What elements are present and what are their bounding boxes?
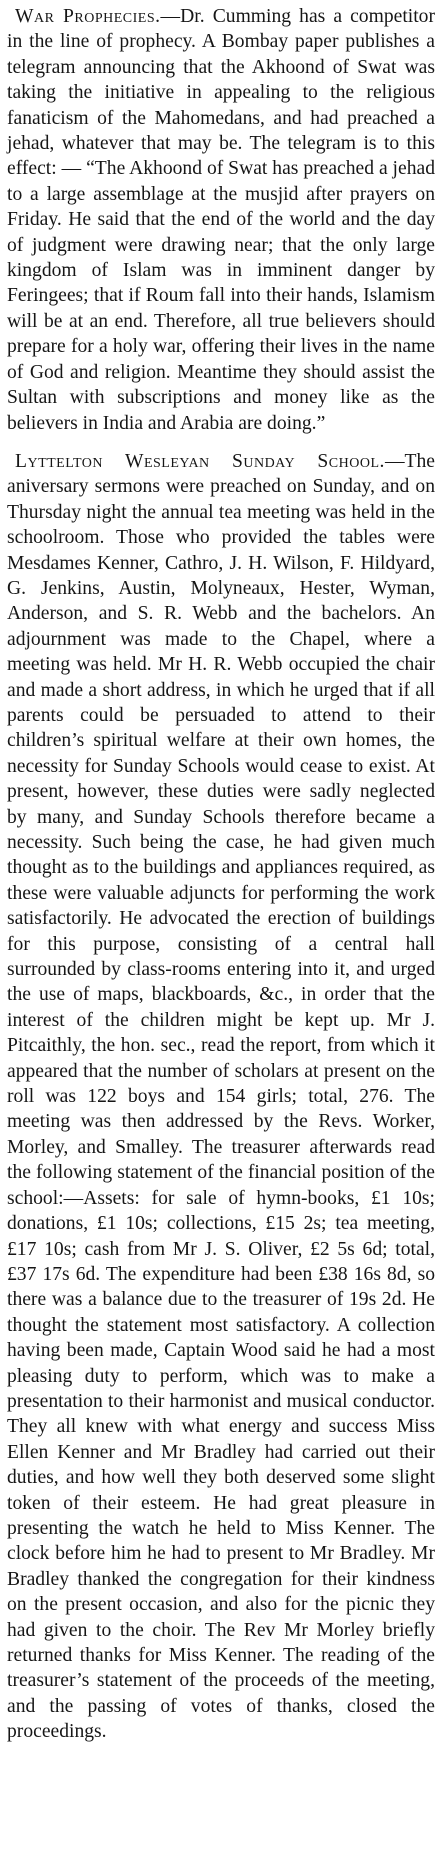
article-paragraph bbox=[7, 449, 435, 1745]
article-war-prophecies bbox=[7, 4, 435, 436]
article-paragraph bbox=[7, 4, 435, 436]
article-heading: War Prophecies. bbox=[15, 6, 161, 27]
article-lyttelton-wesleyan-sunday-school bbox=[7, 449, 435, 1745]
article-body: —The aniversary sermons were preached on Sunday, and on Thursday night the annual tea meeting was held in the schoolroom. Those who provided the tables were Mesdames Kenner, Cathro, J. H. Wilson, F. Hildyard, G. Jenkins, Austin, Molyneaux, Hester, Wyman, Anderson, and S. R. Webb and the bachelors. An adjournment was made to the Chapel, where a meeting was held. Mr H. R. Webb occupied the chair and made a short address, in which he urged that if all parents could be persuaded to attend to their children’s spiritual welfare at their own homes, the necessity for Sunday Schools would cease to exist. At present, however, these duties were sadly neglected by many, and Sunday Schools therefore became a necessity. Such being the case, he had given much thought as to the buildings and appliances required, as these were valuable adjuncts for performing the work satisfactorily. He advocated the erection of buildings for this purpose, consisting of a central hall surrounded by class-rooms entering into it, and urged the use of maps, blackboards, &c., in order that the interest of the children might be kept up. Mr J. Pitcaithly, the hon. sec., read the report, from which it appeared that the number of scholars at present on the roll was 122 boys and 154 girls; total, 276. The meeting was then addressed by the Revs. Worker, Morley, and Smalley. The treasurer afterwards read the following statement of the financial position of the school:—Assets: for sale of hymn-books, £1 10s; donations, £1 10s; collections, £15 2s; tea meeting, £17 10s; cash from Mr J. S. Oliver, £2 5s 6d; total, £37 17s 6d. The expenditure had been £38 16s 8d, so there was a balance due to the treasurer of 19s 2d. He thought the statement most satisfactory. A collection having been made, Captain Wood said he had a most pleasing duty to perform, which was to make a presentation to their harmonist and musical conductor. They all knew with what energy and success Miss Ellen Kenner and Mr Bradley had carried out their duties, and how well they both deserved some slight token of their esteem. He had great pleasure in presenting the watch he held to Miss Kenner. The clock before him he had to present to Mr Bradley. Mr Bradley thanked the congregation for their kindness on the present occasion, and also for the picnic they had given to the choir. The Rev Mr Morley briefly returned thanks for Miss Kenner. The reading of the treasurer’s statement of the proceeds of the meeting, and the passing of votes of thanks, closed the proceedings. bbox=[7, 450, 435, 1743]
article-body: —Dr. Cumming has a competitor in the line of prophecy. A Bombay paper publishes a telegram announcing that the Akhoond of Swat was taking the initiative in appealing to the religious fanaticism of the Mahomedans, and had preached a jehad, whatever that may be. The telegram is to this effect: — “The Akhoond of Swat has preached a jehad to a large assemblage at the musjid after prayers on Friday. He said that the end of the world and the day of judgment were drawing near; that the only large kingdom of Islam was in imminent danger by Feringees; that if Roum fall into their hands, Islamism will be at an end. Therefore, all true believers should prepare for a holy war, offering their lives in the name of God and religion. Meantime they should assist the Sultan with subscriptions and money like as the believers in India and Arabia are doing.” bbox=[7, 6, 435, 434]
article-heading: Lyttelton Wesleyan Sunday School. bbox=[15, 450, 385, 472]
